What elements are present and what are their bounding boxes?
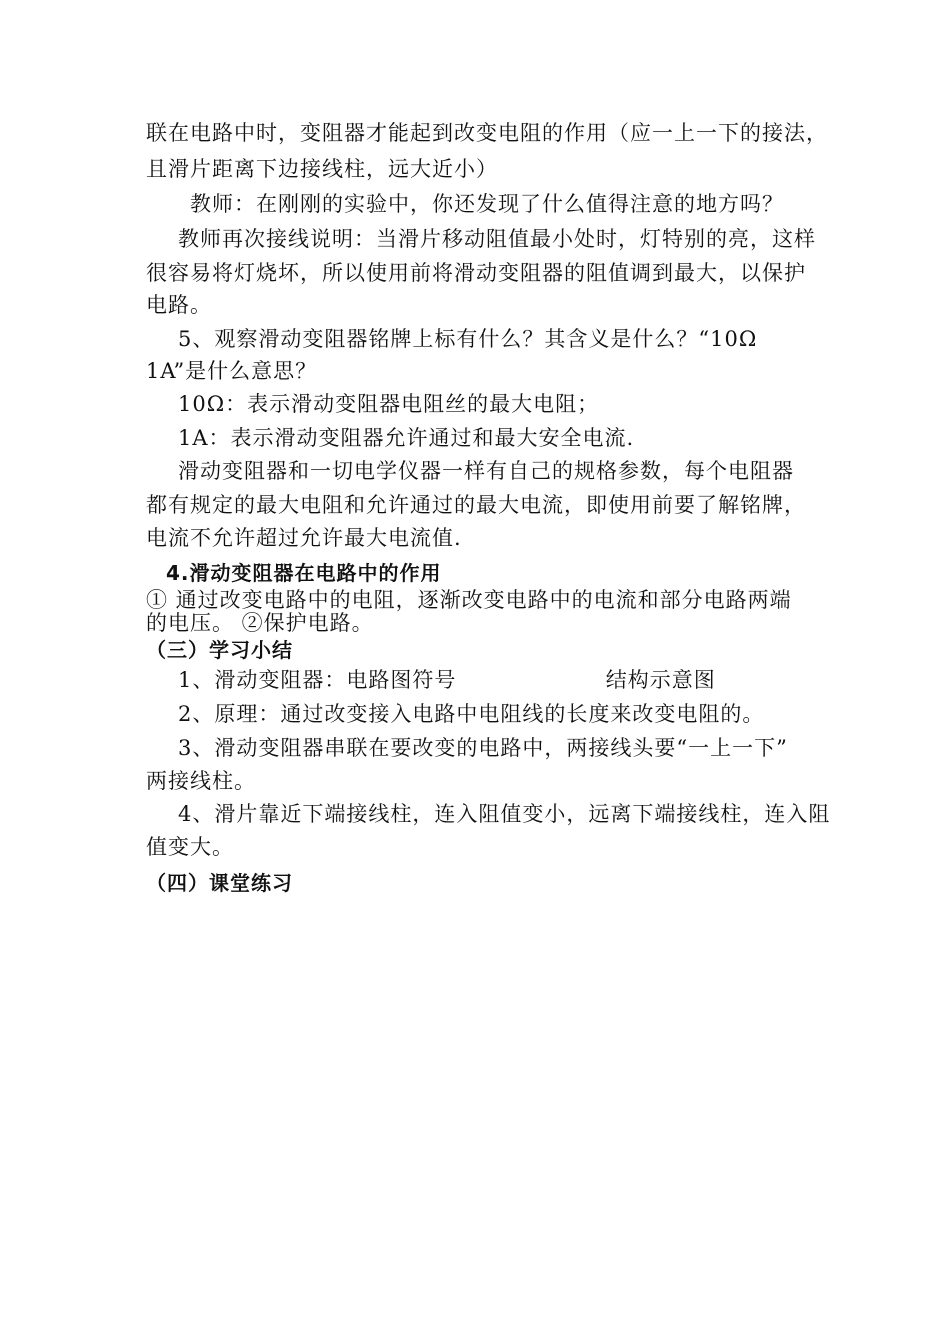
paragraph-line: 4、滑片靠近下端接线柱，连入阻值变小，远离下端接线柱，连入阻: [178, 802, 831, 826]
summary-label: 1、滑动变阻器：电路图符号: [178, 668, 457, 692]
paragraph-line: 3、滑动变阻器串联在要改变的电路中，两接线头要“一上一下”: [178, 736, 788, 760]
paragraph-line: 且滑片距离下边接线柱，远大近小）: [146, 157, 498, 181]
section-heading: （四）课堂练习: [146, 871, 293, 895]
paragraph-line: 1A：表示滑动变阻器允许通过和最大安全电流.: [178, 426, 635, 450]
paragraph-line: 5、观察滑动变阻器铭牌上标有什么？其含义是什么？“10Ω: [178, 327, 758, 351]
paragraph-line: 电流不允许超过允许最大电流值.: [146, 526, 462, 550]
paragraph-line: 两接线柱。: [146, 769, 256, 793]
paragraph-line: 滑动变阻器和一切电学仪器一样有自己的规格参数，每个电阻器: [178, 459, 794, 483]
paragraph-line: 教师：在刚刚的实验中，你还发现了什么值得注意的地方吗？: [190, 192, 784, 216]
paragraph-line: 很容易将灯烧坏，所以使用前将滑动变阻器的阻值调到最大，以保护: [146, 261, 806, 285]
section-heading: （三）学习小结: [146, 638, 293, 662]
paragraph-line: ① 通过改变电路中的电阻，逐渐改变电路中的电流和部分电路两端: [146, 588, 792, 612]
summary-line: [178, 665, 858, 695]
paragraph-line: 教师再次接线说明：当滑片移动阻值最小处时，灯特别的亮，这样: [178, 227, 816, 251]
paragraph-line: 联在电路中时，变阻器才能起到改变电阻的作用（应一上一下的接法，: [146, 121, 828, 145]
paragraph-line: 的电压。 ②保护电路。: [146, 611, 374, 635]
paragraph-line: 都有规定的最大电阻和允许通过的最大电流，即使用前要了解铭牌，: [146, 493, 806, 517]
paragraph-line: 1A”是什么意思？: [146, 359, 318, 383]
diagram-label: 结构示意图: [605, 668, 716, 692]
paragraph-line: 电路。: [146, 293, 212, 317]
paragraph-line: 值变大。: [146, 835, 234, 859]
paragraph-line: 2、原理：通过改变接入电路中电阻线的长度来改变电阻的。: [178, 702, 765, 726]
paragraph-line: 10Ω：表示滑动变阻器电阻丝的最大电阻；: [178, 392, 600, 416]
section-heading: 4.滑动变阻器在电路中的作用: [166, 561, 442, 585]
